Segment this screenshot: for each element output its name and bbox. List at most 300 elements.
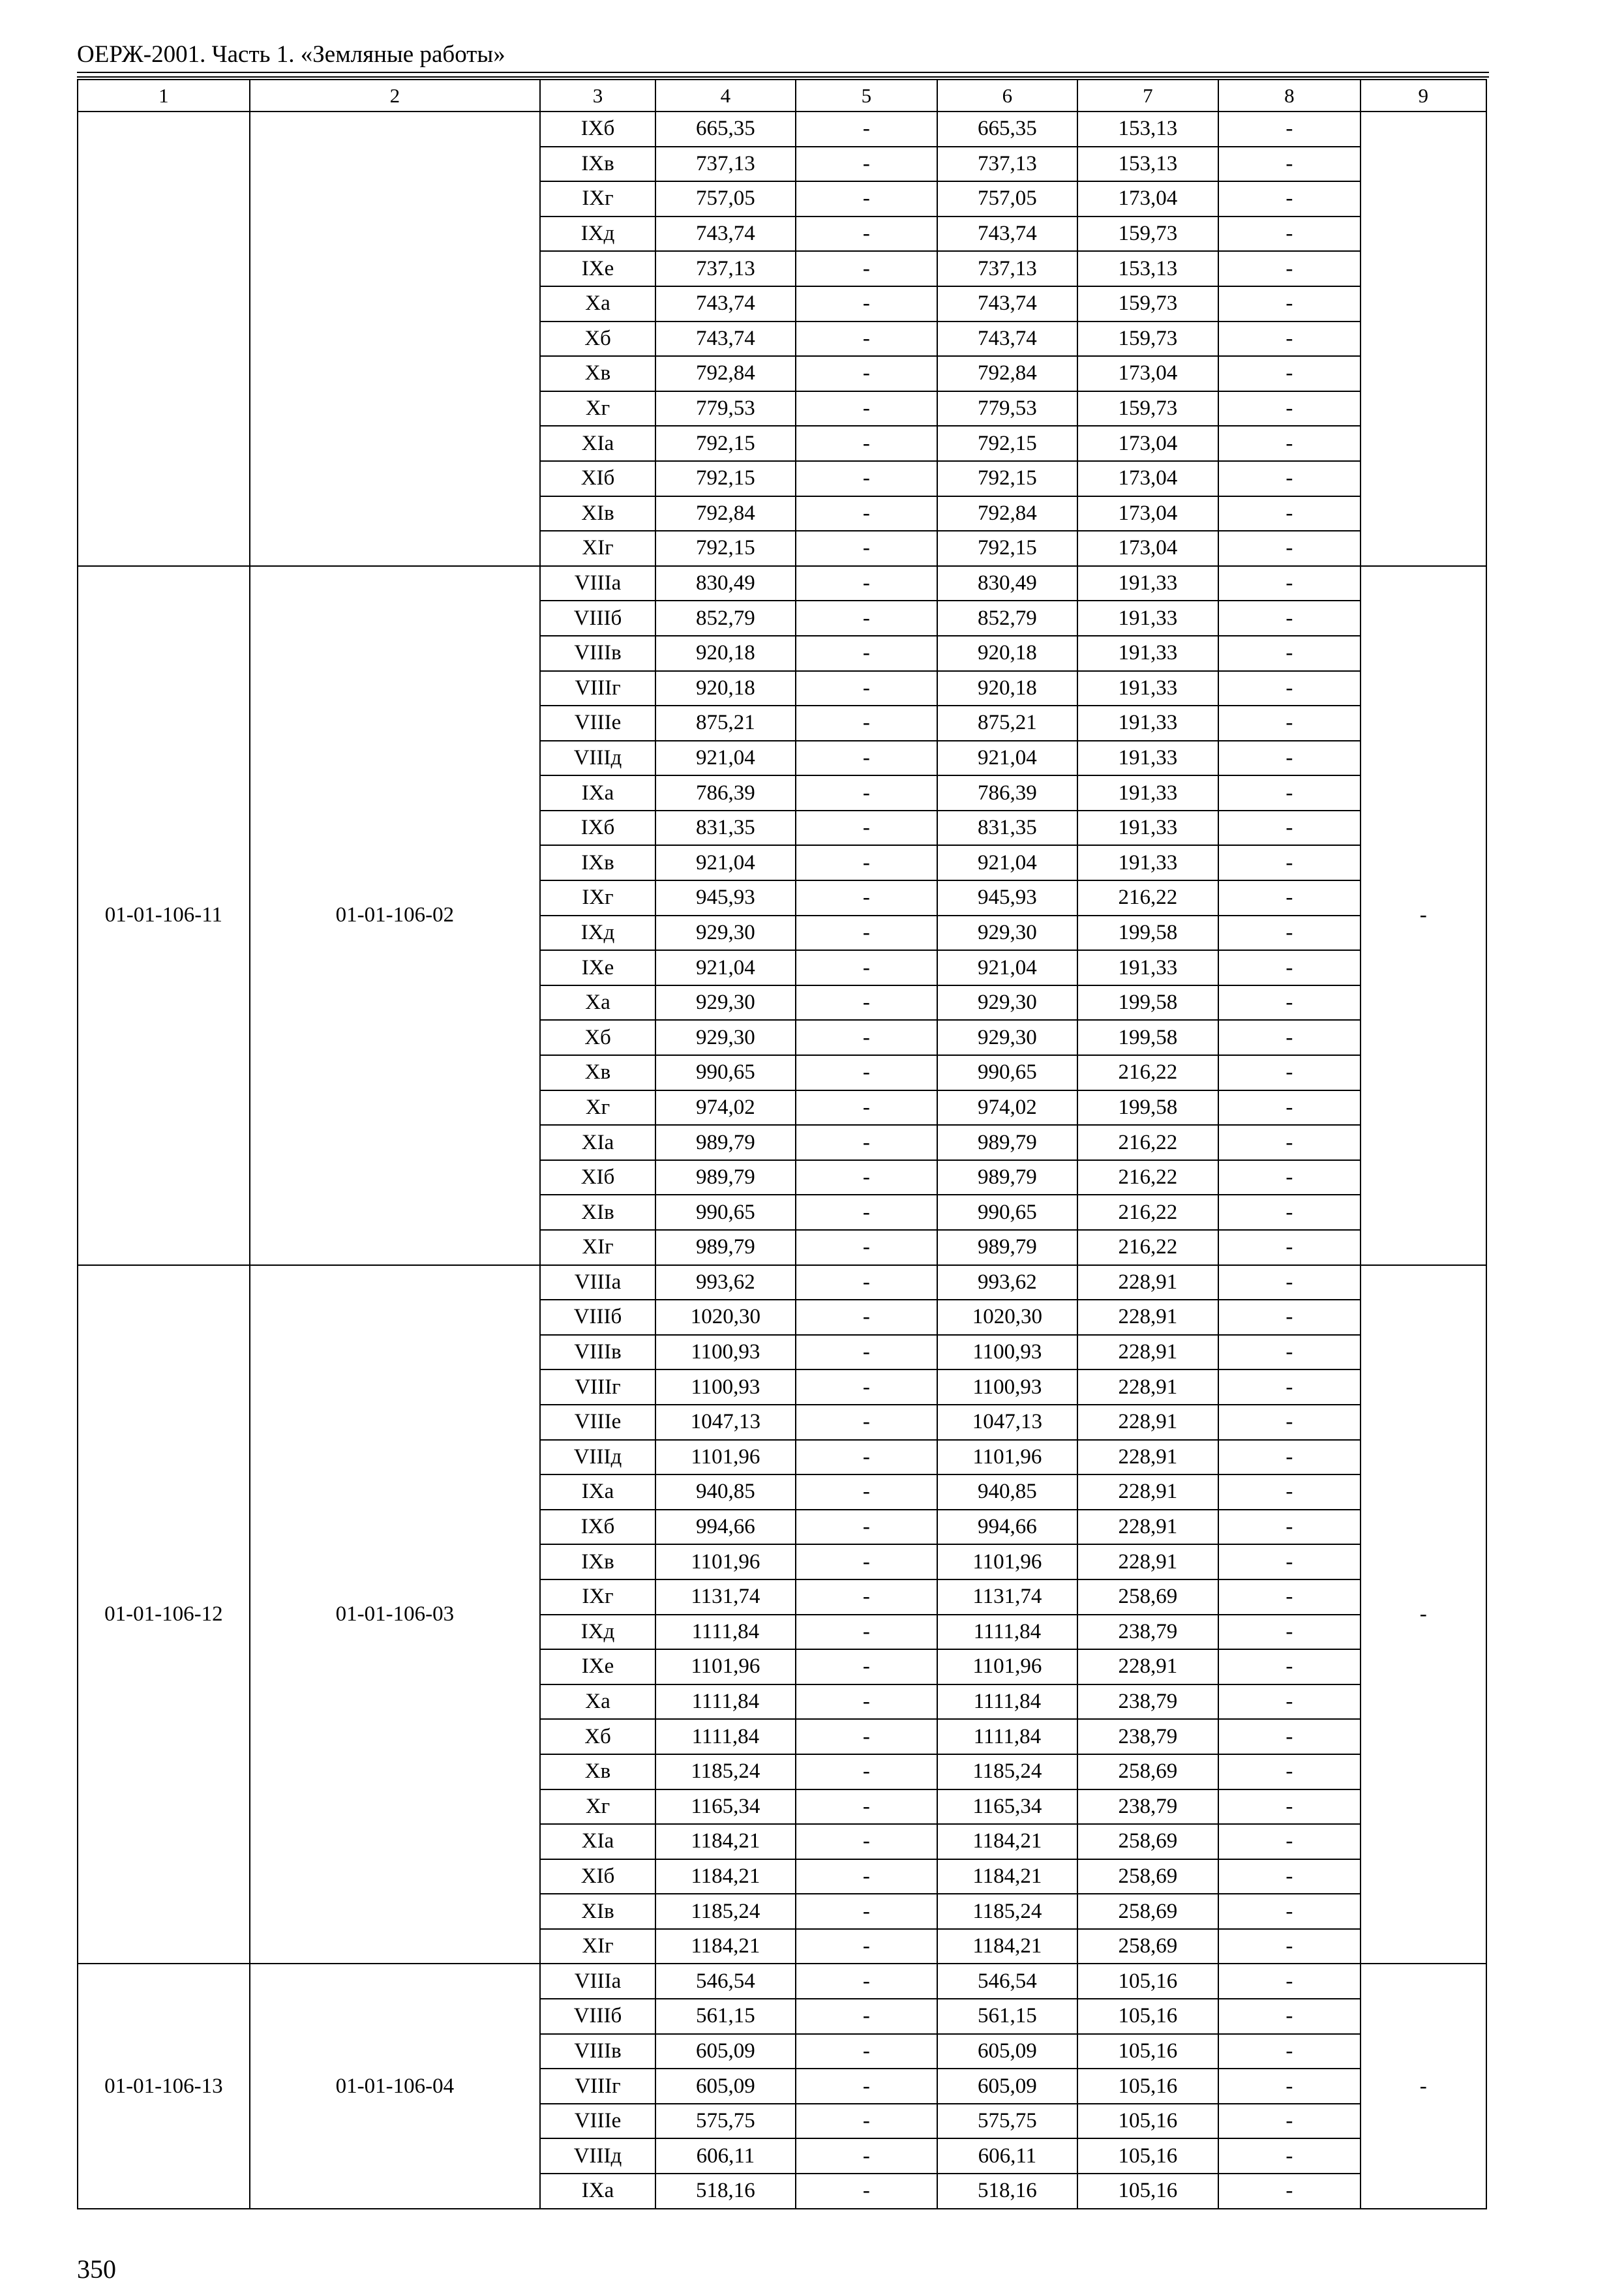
materials-cell: - [1218,1160,1361,1195]
soil-group-cell: Xг [540,1789,655,1825]
direct-cost-cell: 606,11 [655,2138,795,2174]
reference-code-cell [250,112,540,566]
machine-cost-cell: 605,09 [937,2034,1077,2069]
labor-wage-cell: - [796,1090,938,1126]
machinist-wage-cell: 173,04 [1077,181,1219,217]
machinist-wage-cell: 191,33 [1077,671,1219,706]
direct-cost-cell: 1185,24 [655,1754,795,1789]
direct-cost-cell: 940,85 [655,1474,795,1510]
machine-cost-cell: 921,04 [937,845,1077,880]
labor-wage-cell: - [796,1964,938,1999]
machine-cost-cell: 737,13 [937,147,1077,182]
labor-wage-cell: - [796,217,938,252]
direct-cost-cell: 792,15 [655,426,795,461]
direct-cost-cell: 743,74 [655,322,795,357]
direct-cost-cell: 929,30 [655,1020,795,1055]
machine-cost-cell: 606,11 [937,2138,1077,2174]
materials-cell: - [1218,636,1361,671]
machine-cost-cell: 575,75 [937,2104,1077,2139]
labor-wage-cell: - [796,566,938,601]
soil-group-cell: IXа [540,2174,655,2209]
machinist-wage-cell: 191,33 [1077,775,1219,811]
labor-wage-cell: - [796,1300,938,1335]
column-header: 7 [1077,80,1219,112]
soil-group-cell: IXб [540,112,655,147]
column-header: 8 [1218,80,1361,112]
machinist-wage-cell: 238,79 [1077,1615,1219,1650]
machine-cost-cell: 605,09 [937,2069,1077,2104]
direct-cost-cell: 757,05 [655,181,795,217]
reference-code-cell: 01-01-106-03 [250,1265,540,1964]
materials-cell: - [1218,1789,1361,1825]
machinist-wage-cell: 173,04 [1077,496,1219,531]
labor-wage-cell: - [796,1055,938,1090]
materials-cell: - [1218,1894,1361,1929]
labor-wage-cell: - [796,1649,938,1684]
soil-group-cell: VIIIа [540,1265,655,1300]
direct-cost-cell: 779,53 [655,391,795,426]
machine-cost-cell: 792,84 [937,356,1077,391]
materials-cell: - [1218,1020,1361,1055]
labor-wage-cell: - [796,251,938,286]
soil-group-cell: XIб [540,1859,655,1894]
direct-cost-cell: 921,04 [655,950,795,985]
machine-cost-cell: 1111,84 [937,1684,1077,1720]
direct-cost-cell: 1184,21 [655,1929,795,1964]
soil-group-cell: XIа [540,1824,655,1859]
direct-cost-cell: 1184,21 [655,1824,795,1859]
direct-cost-cell: 990,65 [655,1055,795,1090]
soil-group-cell: Xв [540,356,655,391]
direct-cost-cell: 989,79 [655,1160,795,1195]
direct-cost-cell: 1101,96 [655,1649,795,1684]
machinist-wage-cell: 191,33 [1077,741,1219,776]
labor-wage-cell: - [796,1684,938,1720]
labor-wage-cell: - [796,1824,938,1859]
direct-cost-cell: 994,66 [655,1510,795,1545]
soil-group-cell: VIIIб [540,601,655,636]
labor-wage-cell: - [796,1160,938,1195]
labor-wage-cell: - [796,1999,938,2034]
soil-group-cell: Xб [540,1020,655,1055]
machinist-wage-cell: 159,73 [1077,217,1219,252]
direct-cost-cell: 1111,84 [655,1615,795,1650]
machinist-wage-cell: 199,58 [1077,1020,1219,1055]
machinist-wage-cell: 199,58 [1077,916,1219,951]
machine-cost-cell: 792,15 [937,426,1077,461]
direct-cost-cell: 852,79 [655,601,795,636]
labor-wage-cell: - [796,916,938,951]
machinist-wage-cell: 191,33 [1077,706,1219,741]
labor-wage-cell: - [796,496,938,531]
direct-cost-cell: 1101,96 [655,1440,795,1475]
materials-cell: - [1218,1265,1361,1300]
machine-cost-cell: 1184,21 [937,1824,1077,1859]
machinist-wage-cell: 216,22 [1077,1160,1219,1195]
machine-cost-cell: 989,79 [937,1230,1077,1265]
materials-cell: - [1218,1335,1361,1370]
column-9-cell: - [1361,566,1486,1265]
direct-cost-cell: 1131,74 [655,1579,795,1615]
labor-wage-cell: - [796,1195,938,1230]
machinist-wage-cell: 191,33 [1077,811,1219,846]
machine-cost-cell: 989,79 [937,1125,1077,1160]
materials-cell: - [1218,1615,1361,1650]
labor-wage-cell: - [796,601,938,636]
machinist-wage-cell: 258,69 [1077,1824,1219,1859]
machine-cost-cell: 1111,84 [937,1719,1077,1754]
machine-cost-cell: 757,05 [937,181,1077,217]
labor-wage-cell: - [796,112,938,147]
machinist-wage-cell: 105,16 [1077,2034,1219,2069]
soil-group-cell: VIIIа [540,566,655,601]
soil-group-cell: IXа [540,775,655,811]
materials-cell: - [1218,811,1361,846]
labor-wage-cell: - [796,2174,938,2209]
soil-group-cell: Xв [540,1055,655,1090]
labor-wage-cell: - [796,636,938,671]
machine-cost-cell: 921,04 [937,950,1077,985]
soil-group-cell: IXа [540,1474,655,1510]
direct-cost-cell: 518,16 [655,2174,795,2209]
materials-cell: - [1218,1719,1361,1754]
reference-code-cell: 01-01-106-02 [250,566,540,1265]
direct-cost-cell: 974,02 [655,1090,795,1126]
direct-cost-cell: 605,09 [655,2069,795,2104]
machinist-wage-cell: 159,73 [1077,322,1219,357]
labor-wage-cell: - [796,1754,938,1789]
machinist-wage-cell: 258,69 [1077,1894,1219,1929]
direct-cost-cell: 792,15 [655,531,795,566]
labor-wage-cell: - [796,181,938,217]
machinist-wage-cell: 216,22 [1077,880,1219,916]
machinist-wage-cell: 228,91 [1077,1300,1219,1335]
machinist-wage-cell: 228,91 [1077,1649,1219,1684]
direct-cost-cell: 786,39 [655,775,795,811]
materials-cell: - [1218,2104,1361,2139]
column-9-cell: - [1361,1265,1486,1964]
column-header: 4 [655,80,795,112]
machinist-wage-cell: 258,69 [1077,1579,1219,1615]
labor-wage-cell: - [796,1405,938,1440]
soil-group-cell: Xг [540,1090,655,1126]
direct-cost-cell: 792,84 [655,496,795,531]
column-header: 2 [250,80,540,112]
direct-cost-cell: 1184,21 [655,1859,795,1894]
materials-cell: - [1218,671,1361,706]
machine-cost-cell: 974,02 [937,1090,1077,1126]
direct-cost-cell: 921,04 [655,741,795,776]
materials-cell: - [1218,1090,1361,1126]
labor-wage-cell: - [796,147,938,182]
soil-group-cell: XIв [540,496,655,531]
machinist-wage-cell: 216,22 [1077,1125,1219,1160]
labor-wage-cell: - [796,2138,938,2174]
materials-cell: - [1218,322,1361,357]
machine-cost-cell: 831,35 [937,811,1077,846]
labor-wage-cell: - [796,1335,938,1370]
labor-wage-cell: - [796,671,938,706]
machinist-wage-cell: 238,79 [1077,1684,1219,1720]
machinist-wage-cell: 199,58 [1077,1090,1219,1126]
materials-cell: - [1218,1474,1361,1510]
machinist-wage-cell: 191,33 [1077,950,1219,985]
column-number-row [78,80,1486,112]
materials-cell: - [1218,1649,1361,1684]
labor-wage-cell: - [796,322,938,357]
soil-group-cell: IXе [540,950,655,985]
machinist-wage-cell: 173,04 [1077,461,1219,496]
direct-cost-cell: 921,04 [655,845,795,880]
labor-wage-cell: - [796,286,938,322]
direct-cost-cell: 920,18 [655,671,795,706]
materials-cell: - [1218,880,1361,916]
direct-cost-cell: 792,84 [655,356,795,391]
direct-cost-cell: 1185,24 [655,1894,795,1929]
soil-group-cell: VIIIв [540,1335,655,1370]
labor-wage-cell: - [796,2069,938,2104]
machine-cost-cell: 990,65 [937,1195,1077,1230]
materials-cell: - [1218,1684,1361,1720]
machine-cost-cell: 561,15 [937,1999,1077,2034]
materials-cell: - [1218,985,1361,1021]
machine-cost-cell: 1100,93 [937,1369,1077,1405]
materials-cell: - [1218,496,1361,531]
machine-cost-cell: 994,66 [937,1510,1077,1545]
machinist-wage-cell: 238,79 [1077,1789,1219,1825]
machine-cost-cell: 929,30 [937,916,1077,951]
machinist-wage-cell: 159,73 [1077,286,1219,322]
machine-cost-cell: 743,74 [937,286,1077,322]
machine-cost-cell: 920,18 [937,671,1077,706]
column-header: 9 [1361,80,1486,112]
column-header: 1 [78,80,250,112]
rate-code-cell: 01-01-106-11 [78,566,250,1265]
direct-cost-cell: 1111,84 [655,1684,795,1720]
soil-group-cell: VIIIб [540,1999,655,2034]
labor-wage-cell: - [796,2034,938,2069]
materials-cell: - [1218,1195,1361,1230]
materials-cell: - [1218,601,1361,636]
table-row [78,566,1486,601]
table-row [78,1265,1486,1300]
labor-wage-cell: - [796,426,938,461]
materials-cell: - [1218,706,1361,741]
soil-group-cell: VIIIг [540,2069,655,2104]
labor-wage-cell: - [796,531,938,566]
machinist-wage-cell: 159,73 [1077,391,1219,426]
header-rule-bottom [77,76,1489,78]
materials-cell: - [1218,1929,1361,1964]
machinist-wage-cell: 228,91 [1077,1335,1219,1370]
machinist-wage-cell: 153,13 [1077,147,1219,182]
labor-wage-cell: - [796,1789,938,1825]
soil-group-cell: VIIIв [540,636,655,671]
direct-cost-cell: 1100,93 [655,1369,795,1405]
soil-group-cell: Xа [540,985,655,1021]
direct-cost-cell: 546,54 [655,1964,795,1999]
machine-cost-cell: 852,79 [937,601,1077,636]
page-number: 350 [77,2254,116,2284]
soil-group-cell: XIа [540,1125,655,1160]
machinist-wage-cell: 228,91 [1077,1474,1219,1510]
labor-wage-cell: - [796,1544,938,1579]
materials-cell: - [1218,461,1361,496]
materials-cell: - [1218,1754,1361,1789]
table-body [78,112,1486,2209]
machine-cost-cell: 929,30 [937,985,1077,1021]
labor-wage-cell: - [796,811,938,846]
materials-cell: - [1218,2174,1361,2209]
labor-wage-cell: - [796,1859,938,1894]
soil-group-cell: Xб [540,322,655,357]
soil-group-cell: VIIIв [540,2034,655,2069]
soil-group-cell: IXг [540,181,655,217]
materials-cell: - [1218,531,1361,566]
labor-wage-cell: - [796,1615,938,1650]
soil-group-cell: IXб [540,811,655,846]
materials-cell: - [1218,916,1361,951]
labor-wage-cell: - [796,950,938,985]
direct-cost-cell: 792,15 [655,461,795,496]
materials-cell: - [1218,775,1361,811]
direct-cost-cell: 945,93 [655,880,795,916]
machine-cost-cell: 1184,21 [937,1859,1077,1894]
machine-cost-cell: 786,39 [937,775,1077,811]
soil-group-cell: XIа [540,426,655,461]
soil-group-cell: IXд [540,217,655,252]
materials-cell: - [1218,1859,1361,1894]
soil-group-cell: VIIIб [540,1300,655,1335]
machine-cost-cell: 989,79 [937,1160,1077,1195]
materials-cell: - [1218,1230,1361,1265]
soil-group-cell: IXв [540,845,655,880]
labor-wage-cell: - [796,461,938,496]
direct-cost-cell: 665,35 [655,112,795,147]
labor-wage-cell: - [796,741,938,776]
machinist-wage-cell: 191,33 [1077,566,1219,601]
machine-cost-cell: 1101,96 [937,1440,1077,1475]
direct-cost-cell: 830,49 [655,566,795,601]
materials-cell: - [1218,1405,1361,1440]
machinist-wage-cell: 228,91 [1077,1405,1219,1440]
machine-cost-cell: 792,15 [937,461,1077,496]
labor-wage-cell: - [796,1894,938,1929]
machine-cost-cell: 665,35 [937,112,1077,147]
machine-cost-cell: 945,93 [937,880,1077,916]
page-header-title: ОЕРЖ-2001. Часть 1. «Земляные работы» [77,41,505,68]
header-rule-top [77,72,1489,73]
machine-cost-cell: 830,49 [937,566,1077,601]
machine-cost-cell: 1100,93 [937,1335,1077,1370]
soil-group-cell: XIб [540,1160,655,1195]
machine-cost-cell: 993,62 [937,1265,1077,1300]
direct-cost-cell: 561,15 [655,1999,795,2034]
machinist-wage-cell: 258,69 [1077,1929,1219,1964]
machine-cost-cell: 875,21 [937,706,1077,741]
machinist-wage-cell: 228,91 [1077,1265,1219,1300]
direct-cost-cell: 929,30 [655,985,795,1021]
direct-cost-cell: 993,62 [655,1265,795,1300]
soil-group-cell: VIIIа [540,1964,655,1999]
machinist-wage-cell: 191,33 [1077,601,1219,636]
machinist-wage-cell: 199,58 [1077,985,1219,1021]
labor-wage-cell: - [796,1230,938,1265]
column-9-cell [1361,112,1486,566]
soil-group-cell: XIв [540,1894,655,1929]
soil-group-cell: VIIIд [540,741,655,776]
materials-cell: - [1218,426,1361,461]
machine-cost-cell: 1184,21 [937,1929,1077,1964]
column-header: 5 [796,80,938,112]
soil-group-cell: Xб [540,1719,655,1754]
soil-group-cell: XIг [540,531,655,566]
labor-wage-cell: - [796,1579,938,1615]
machinist-wage-cell: 173,04 [1077,356,1219,391]
soil-group-cell: VIIIе [540,706,655,741]
soil-group-cell: IXв [540,1544,655,1579]
column-9-cell: - [1361,1964,1486,2208]
labor-wage-cell: - [796,775,938,811]
direct-cost-cell: 737,13 [655,251,795,286]
labor-wage-cell: - [796,706,938,741]
soil-group-cell: XIг [540,1230,655,1265]
direct-cost-cell: 1047,13 [655,1405,795,1440]
direct-cost-cell: 1101,96 [655,1544,795,1579]
machine-cost-cell: 518,16 [937,2174,1077,2209]
machinist-wage-cell: 216,22 [1077,1055,1219,1090]
direct-cost-cell: 929,30 [655,916,795,951]
materials-cell: - [1218,566,1361,601]
direct-cost-cell: 1165,34 [655,1789,795,1825]
machinist-wage-cell: 105,16 [1077,1999,1219,2034]
materials-cell: - [1218,741,1361,776]
direct-cost-cell: 737,13 [655,147,795,182]
direct-cost-cell: 743,74 [655,217,795,252]
materials-cell: - [1218,251,1361,286]
machine-cost-cell: 1131,74 [937,1579,1077,1615]
machinist-wage-cell: 228,91 [1077,1544,1219,1579]
soil-group-cell: XIб [540,461,655,496]
materials-cell: - [1218,1055,1361,1090]
machinist-wage-cell: 173,04 [1077,426,1219,461]
machine-cost-cell: 1185,24 [937,1754,1077,1789]
machinist-wage-cell: 238,79 [1077,1719,1219,1754]
labor-wage-cell: - [796,1020,938,1055]
direct-cost-cell: 605,09 [655,2034,795,2069]
machinist-wage-cell: 216,22 [1077,1230,1219,1265]
materials-cell: - [1218,2034,1361,2069]
machine-cost-cell: 743,74 [937,217,1077,252]
machine-cost-cell: 779,53 [937,391,1077,426]
machine-cost-cell: 920,18 [937,636,1077,671]
soil-group-cell: Xг [540,391,655,426]
machine-cost-cell: 1101,96 [937,1649,1077,1684]
price-table [77,79,1487,2209]
machine-cost-cell: 1101,96 [937,1544,1077,1579]
direct-cost-cell: 990,65 [655,1195,795,1230]
direct-cost-cell: 1100,93 [655,1335,795,1370]
materials-cell: - [1218,1579,1361,1615]
machinist-wage-cell: 191,33 [1077,845,1219,880]
materials-cell: - [1218,181,1361,217]
labor-wage-cell: - [796,845,938,880]
materials-cell: - [1218,112,1361,147]
soil-group-cell: VIIIг [540,1369,655,1405]
soil-group-cell: VIIIг [540,671,655,706]
soil-group-cell: Xа [540,1684,655,1720]
materials-cell: - [1218,1824,1361,1859]
